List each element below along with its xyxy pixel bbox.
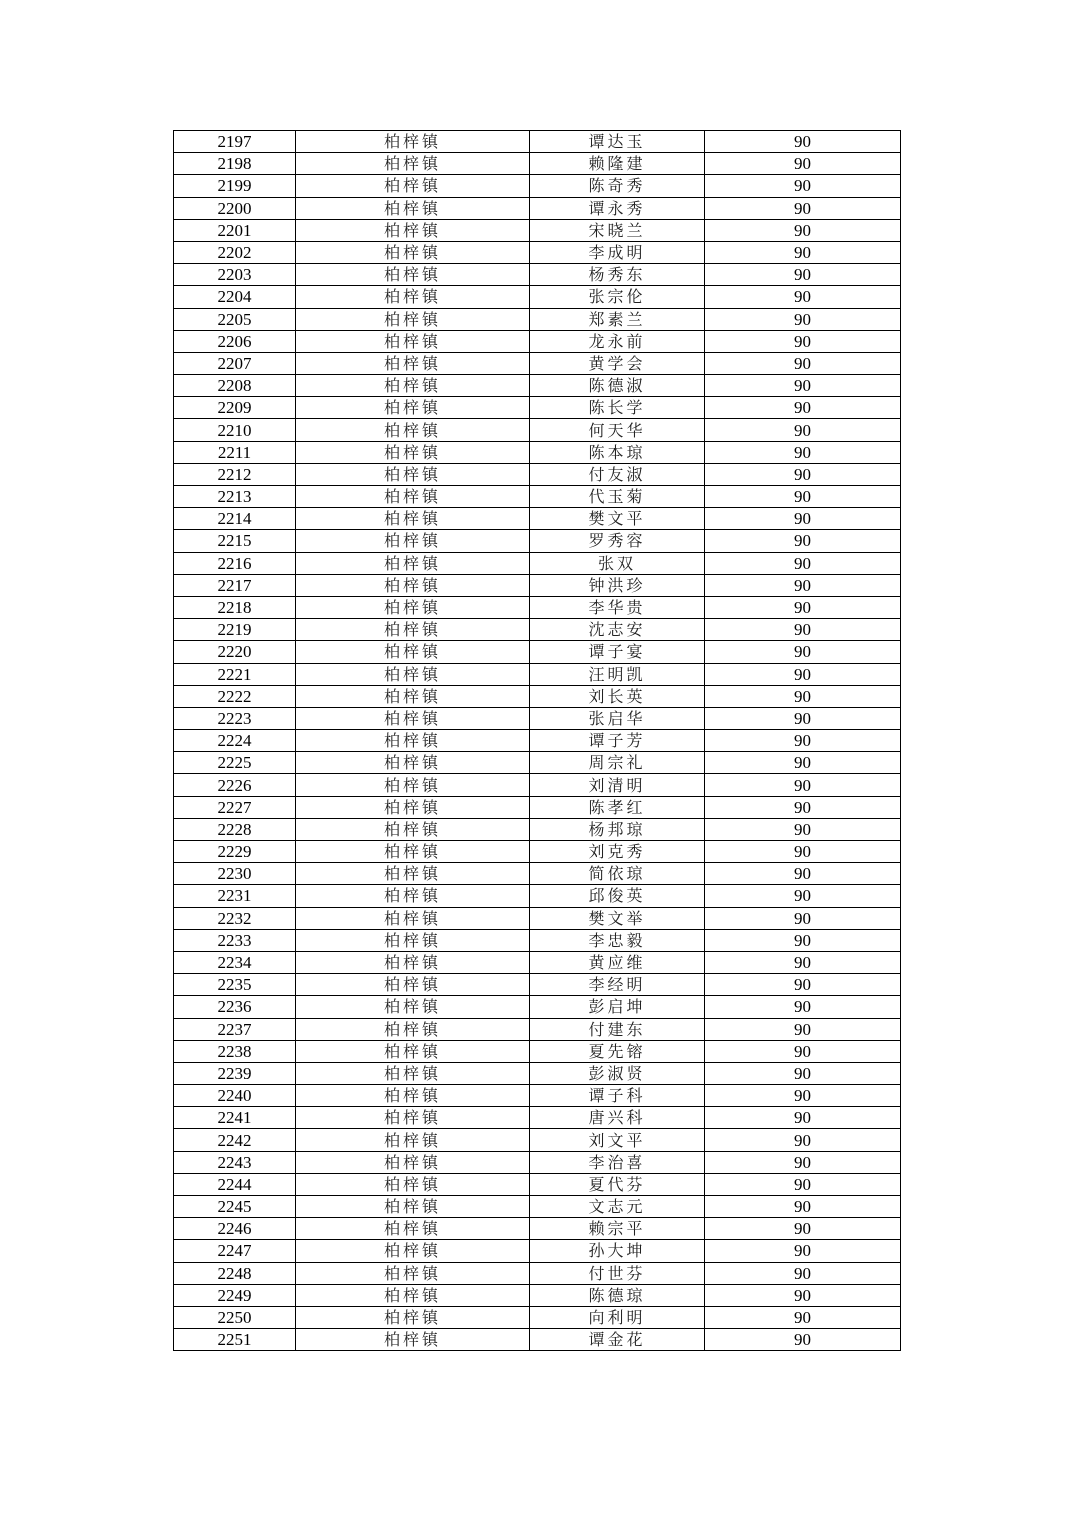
name-cell: 李经明 — [530, 974, 705, 996]
table-row — [174, 929, 901, 951]
score-cell: 90 — [705, 596, 901, 618]
row-number-cell: 2251 — [174, 1329, 296, 1351]
town-cell: 柏梓镇 — [296, 1284, 530, 1306]
table-row — [174, 308, 901, 330]
row-number-cell: 2200 — [174, 197, 296, 219]
name-cell: 张双 — [530, 552, 705, 574]
table-row — [174, 1173, 901, 1195]
table-row — [174, 596, 901, 618]
row-number-cell: 2223 — [174, 707, 296, 729]
score-cell: 90 — [705, 1107, 901, 1129]
score-cell: 90 — [705, 486, 901, 508]
row-number-cell: 2227 — [174, 796, 296, 818]
row-number-cell: 2231 — [174, 885, 296, 907]
row-number-cell: 2233 — [174, 929, 296, 951]
score-cell: 90 — [705, 1173, 901, 1195]
row-number-cell: 2203 — [174, 264, 296, 286]
name-cell: 赖宗平 — [530, 1218, 705, 1240]
table-row — [174, 685, 901, 707]
row-number-cell: 2212 — [174, 463, 296, 485]
table-row — [174, 1085, 901, 1107]
score-cell: 90 — [705, 1196, 901, 1218]
table-row — [174, 153, 901, 175]
row-number-cell: 2207 — [174, 352, 296, 374]
town-cell: 柏梓镇 — [296, 996, 530, 1018]
table-row — [174, 419, 901, 441]
town-cell: 柏梓镇 — [296, 352, 530, 374]
table-row — [174, 219, 901, 241]
town-cell: 柏梓镇 — [296, 574, 530, 596]
town-cell: 柏梓镇 — [296, 951, 530, 973]
score-cell: 90 — [705, 641, 901, 663]
town-cell: 柏梓镇 — [296, 730, 530, 752]
name-cell: 陈长学 — [530, 397, 705, 419]
name-cell: 宋晓兰 — [530, 219, 705, 241]
table-row — [174, 1240, 901, 1262]
town-cell: 柏梓镇 — [296, 596, 530, 618]
table-row — [174, 1306, 901, 1328]
row-number-cell: 2208 — [174, 375, 296, 397]
row-number-cell: 2220 — [174, 641, 296, 663]
score-cell: 90 — [705, 419, 901, 441]
table-row — [174, 885, 901, 907]
score-cell: 90 — [705, 397, 901, 419]
score-cell: 90 — [705, 330, 901, 352]
name-cell: 沈志安 — [530, 619, 705, 641]
name-cell: 李成明 — [530, 241, 705, 263]
name-cell: 陈德琼 — [530, 1284, 705, 1306]
table-row — [174, 530, 901, 552]
score-cell: 90 — [705, 929, 901, 951]
name-cell: 樊文举 — [530, 907, 705, 929]
table-row — [174, 352, 901, 374]
town-cell: 柏梓镇 — [296, 219, 530, 241]
name-cell: 何天华 — [530, 419, 705, 441]
score-cell: 90 — [705, 241, 901, 263]
name-cell: 黄应维 — [530, 951, 705, 973]
name-cell: 唐兴科 — [530, 1107, 705, 1129]
town-cell: 柏梓镇 — [296, 486, 530, 508]
row-number-cell: 2198 — [174, 153, 296, 175]
name-cell: 代玉菊 — [530, 486, 705, 508]
score-cell: 90 — [705, 197, 901, 219]
row-number-cell: 2232 — [174, 907, 296, 929]
score-cell: 90 — [705, 707, 901, 729]
table-row — [174, 796, 901, 818]
score-cell: 90 — [705, 951, 901, 973]
table-row — [174, 1218, 901, 1240]
table-row — [174, 175, 901, 197]
town-cell: 柏梓镇 — [296, 752, 530, 774]
table-row — [174, 375, 901, 397]
town-cell: 柏梓镇 — [296, 685, 530, 707]
score-cell: 90 — [705, 1062, 901, 1084]
row-number-cell: 2218 — [174, 596, 296, 618]
score-cell: 90 — [705, 1306, 901, 1328]
score-cell: 90 — [705, 996, 901, 1018]
score-cell: 90 — [705, 752, 901, 774]
table-row — [174, 974, 901, 996]
row-number-cell: 2236 — [174, 996, 296, 1018]
row-number-cell: 2242 — [174, 1129, 296, 1151]
name-cell: 罗秀容 — [530, 530, 705, 552]
row-number-cell: 2240 — [174, 1085, 296, 1107]
row-number-cell: 2216 — [174, 552, 296, 574]
name-cell: 简依琼 — [530, 863, 705, 885]
row-number-cell: 2205 — [174, 308, 296, 330]
table-row — [174, 1040, 901, 1062]
name-cell: 文志元 — [530, 1196, 705, 1218]
row-number-cell: 2199 — [174, 175, 296, 197]
table-row — [174, 619, 901, 641]
town-cell: 柏梓镇 — [296, 663, 530, 685]
score-cell: 90 — [705, 530, 901, 552]
score-cell: 90 — [705, 907, 901, 929]
name-cell: 孙大坤 — [530, 1240, 705, 1262]
row-number-cell: 2197 — [174, 131, 296, 153]
table-row — [174, 1107, 901, 1129]
table-row — [174, 131, 901, 153]
name-cell: 刘清明 — [530, 774, 705, 796]
row-number-cell: 2239 — [174, 1062, 296, 1084]
score-cell: 90 — [705, 308, 901, 330]
score-cell: 90 — [705, 1284, 901, 1306]
town-cell: 柏梓镇 — [296, 397, 530, 419]
name-cell: 张宗伦 — [530, 286, 705, 308]
name-cell: 夏先镕 — [530, 1040, 705, 1062]
table-row — [174, 197, 901, 219]
name-cell: 邱俊英 — [530, 885, 705, 907]
table-row — [174, 286, 901, 308]
name-cell: 李治喜 — [530, 1151, 705, 1173]
town-cell: 柏梓镇 — [296, 1107, 530, 1129]
name-cell: 谭永秀 — [530, 197, 705, 219]
name-cell: 龙永前 — [530, 330, 705, 352]
town-cell: 柏梓镇 — [296, 1040, 530, 1062]
name-cell: 钟洪珍 — [530, 574, 705, 596]
town-cell: 柏梓镇 — [296, 330, 530, 352]
name-cell: 刘长英 — [530, 685, 705, 707]
town-cell: 柏梓镇 — [296, 552, 530, 574]
score-cell: 90 — [705, 663, 901, 685]
row-number-cell: 2219 — [174, 619, 296, 641]
row-number-cell: 2243 — [174, 1151, 296, 1173]
town-cell: 柏梓镇 — [296, 419, 530, 441]
score-cell: 90 — [705, 818, 901, 840]
row-number-cell: 2228 — [174, 818, 296, 840]
table-row — [174, 1151, 901, 1173]
row-number-cell: 2202 — [174, 241, 296, 263]
name-cell: 夏代芬 — [530, 1173, 705, 1195]
score-cell: 90 — [705, 219, 901, 241]
score-cell: 90 — [705, 1218, 901, 1240]
town-cell: 柏梓镇 — [296, 153, 530, 175]
town-cell: 柏梓镇 — [296, 1240, 530, 1262]
town-cell: 柏梓镇 — [296, 1018, 530, 1040]
row-number-cell: 2222 — [174, 685, 296, 707]
roster-table-body — [174, 131, 901, 1351]
row-number-cell: 2246 — [174, 1218, 296, 1240]
score-cell: 90 — [705, 508, 901, 530]
row-number-cell: 2234 — [174, 951, 296, 973]
table-row — [174, 574, 901, 596]
table-row — [174, 441, 901, 463]
row-number-cell: 2214 — [174, 508, 296, 530]
name-cell: 付世芬 — [530, 1262, 705, 1284]
town-cell: 柏梓镇 — [296, 441, 530, 463]
score-cell: 90 — [705, 685, 901, 707]
score-cell: 90 — [705, 1018, 901, 1040]
score-cell: 90 — [705, 774, 901, 796]
name-cell: 赖隆建 — [530, 153, 705, 175]
table-row — [174, 1284, 901, 1306]
score-cell: 90 — [705, 1240, 901, 1262]
table-row — [174, 752, 901, 774]
table-row — [174, 774, 901, 796]
name-cell: 付建东 — [530, 1018, 705, 1040]
table-row — [174, 707, 901, 729]
score-cell: 90 — [705, 175, 901, 197]
table-row — [174, 907, 901, 929]
score-cell: 90 — [705, 441, 901, 463]
table-row — [174, 330, 901, 352]
row-number-cell: 2241 — [174, 1107, 296, 1129]
score-cell: 90 — [705, 1085, 901, 1107]
town-cell: 柏梓镇 — [296, 885, 530, 907]
town-cell: 柏梓镇 — [296, 241, 530, 263]
name-cell: 彭淑贤 — [530, 1062, 705, 1084]
town-cell: 柏梓镇 — [296, 175, 530, 197]
score-cell: 90 — [705, 619, 901, 641]
town-cell: 柏梓镇 — [296, 286, 530, 308]
row-number-cell: 2206 — [174, 330, 296, 352]
row-number-cell: 2244 — [174, 1173, 296, 1195]
score-cell: 90 — [705, 574, 901, 596]
name-cell: 郑素兰 — [530, 308, 705, 330]
name-cell: 彭启坤 — [530, 996, 705, 1018]
name-cell: 陈德淑 — [530, 375, 705, 397]
town-cell: 柏梓镇 — [296, 863, 530, 885]
score-cell: 90 — [705, 974, 901, 996]
row-number-cell: 2249 — [174, 1284, 296, 1306]
table-row — [174, 1329, 901, 1351]
score-cell: 90 — [705, 841, 901, 863]
town-cell: 柏梓镇 — [296, 530, 530, 552]
row-number-cell: 2250 — [174, 1306, 296, 1328]
town-cell: 柏梓镇 — [296, 1196, 530, 1218]
table-row — [174, 841, 901, 863]
town-cell: 柏梓镇 — [296, 1129, 530, 1151]
name-cell: 刘克秀 — [530, 841, 705, 863]
name-cell: 黄学会 — [530, 352, 705, 374]
name-cell: 谭子宴 — [530, 641, 705, 663]
town-cell: 柏梓镇 — [296, 308, 530, 330]
row-number-cell: 2217 — [174, 574, 296, 596]
table-row — [174, 641, 901, 663]
table-row — [174, 1018, 901, 1040]
score-cell: 90 — [705, 885, 901, 907]
score-cell: 90 — [705, 863, 901, 885]
table-row — [174, 397, 901, 419]
row-number-cell: 2245 — [174, 1196, 296, 1218]
table-row — [174, 1262, 901, 1284]
town-cell: 柏梓镇 — [296, 974, 530, 996]
town-cell: 柏梓镇 — [296, 796, 530, 818]
town-cell: 柏梓镇 — [296, 1173, 530, 1195]
table-row — [174, 951, 901, 973]
row-number-cell: 2224 — [174, 730, 296, 752]
name-cell: 陈本琼 — [530, 441, 705, 463]
town-cell: 柏梓镇 — [296, 1151, 530, 1173]
table-row — [174, 1062, 901, 1084]
name-cell: 陈奇秀 — [530, 175, 705, 197]
town-cell: 柏梓镇 — [296, 264, 530, 286]
town-cell: 柏梓镇 — [296, 508, 530, 530]
name-cell: 谭达玉 — [530, 131, 705, 153]
row-number-cell: 2211 — [174, 441, 296, 463]
roster-table — [173, 130, 901, 1351]
table-row — [174, 730, 901, 752]
score-cell: 90 — [705, 1129, 901, 1151]
row-number-cell: 2221 — [174, 663, 296, 685]
table-row — [174, 818, 901, 840]
table-row — [174, 552, 901, 574]
name-cell: 谭子芳 — [530, 730, 705, 752]
score-cell: 90 — [705, 1262, 901, 1284]
score-cell: 90 — [705, 730, 901, 752]
row-number-cell: 2210 — [174, 419, 296, 441]
score-cell: 90 — [705, 264, 901, 286]
town-cell: 柏梓镇 — [296, 1306, 530, 1328]
table-row — [174, 663, 901, 685]
score-cell: 90 — [705, 286, 901, 308]
row-number-cell: 2248 — [174, 1262, 296, 1284]
score-cell: 90 — [705, 1151, 901, 1173]
town-cell: 柏梓镇 — [296, 707, 530, 729]
row-number-cell: 2238 — [174, 1040, 296, 1062]
name-cell: 谭子科 — [530, 1085, 705, 1107]
table-row — [174, 463, 901, 485]
score-cell: 90 — [705, 1040, 901, 1062]
table-row — [174, 241, 901, 263]
score-cell: 90 — [705, 463, 901, 485]
town-cell: 柏梓镇 — [296, 907, 530, 929]
name-cell: 李华贵 — [530, 596, 705, 618]
town-cell: 柏梓镇 — [296, 1218, 530, 1240]
name-cell: 向利明 — [530, 1306, 705, 1328]
row-number-cell: 2229 — [174, 841, 296, 863]
score-cell: 90 — [705, 552, 901, 574]
score-cell: 90 — [705, 1329, 901, 1351]
score-cell: 90 — [705, 352, 901, 374]
row-number-cell: 2247 — [174, 1240, 296, 1262]
town-cell: 柏梓镇 — [296, 375, 530, 397]
table-row — [174, 508, 901, 530]
town-cell: 柏梓镇 — [296, 197, 530, 219]
name-cell: 樊文平 — [530, 508, 705, 530]
score-cell: 90 — [705, 153, 901, 175]
name-cell: 周宗礼 — [530, 752, 705, 774]
score-cell: 90 — [705, 796, 901, 818]
row-number-cell: 2225 — [174, 752, 296, 774]
table-row — [174, 1196, 901, 1218]
score-cell: 90 — [705, 131, 901, 153]
town-cell: 柏梓镇 — [296, 1085, 530, 1107]
name-cell: 付友淑 — [530, 463, 705, 485]
name-cell: 陈孝红 — [530, 796, 705, 818]
name-cell: 谭金花 — [530, 1329, 705, 1351]
name-cell: 刘文平 — [530, 1129, 705, 1151]
town-cell: 柏梓镇 — [296, 1329, 530, 1351]
table-row — [174, 996, 901, 1018]
row-number-cell: 2209 — [174, 397, 296, 419]
town-cell: 柏梓镇 — [296, 619, 530, 641]
town-cell: 柏梓镇 — [296, 1262, 530, 1284]
score-cell: 90 — [705, 375, 901, 397]
name-cell: 杨秀东 — [530, 264, 705, 286]
town-cell: 柏梓镇 — [296, 131, 530, 153]
row-number-cell: 2201 — [174, 219, 296, 241]
row-number-cell: 2204 — [174, 286, 296, 308]
name-cell: 杨邦琼 — [530, 818, 705, 840]
row-number-cell: 2213 — [174, 486, 296, 508]
name-cell: 李忠毅 — [530, 929, 705, 951]
name-cell: 汪明凯 — [530, 663, 705, 685]
town-cell: 柏梓镇 — [296, 774, 530, 796]
name-cell: 张启华 — [530, 707, 705, 729]
row-number-cell: 2235 — [174, 974, 296, 996]
town-cell: 柏梓镇 — [296, 1062, 530, 1084]
row-number-cell: 2230 — [174, 863, 296, 885]
table-row — [174, 486, 901, 508]
row-number-cell: 2237 — [174, 1018, 296, 1040]
row-number-cell: 2215 — [174, 530, 296, 552]
town-cell: 柏梓镇 — [296, 463, 530, 485]
row-number-cell: 2226 — [174, 774, 296, 796]
town-cell: 柏梓镇 — [296, 841, 530, 863]
town-cell: 柏梓镇 — [296, 641, 530, 663]
town-cell: 柏梓镇 — [296, 929, 530, 951]
table-row — [174, 863, 901, 885]
town-cell: 柏梓镇 — [296, 818, 530, 840]
table-row — [174, 264, 901, 286]
table-row — [174, 1129, 901, 1151]
